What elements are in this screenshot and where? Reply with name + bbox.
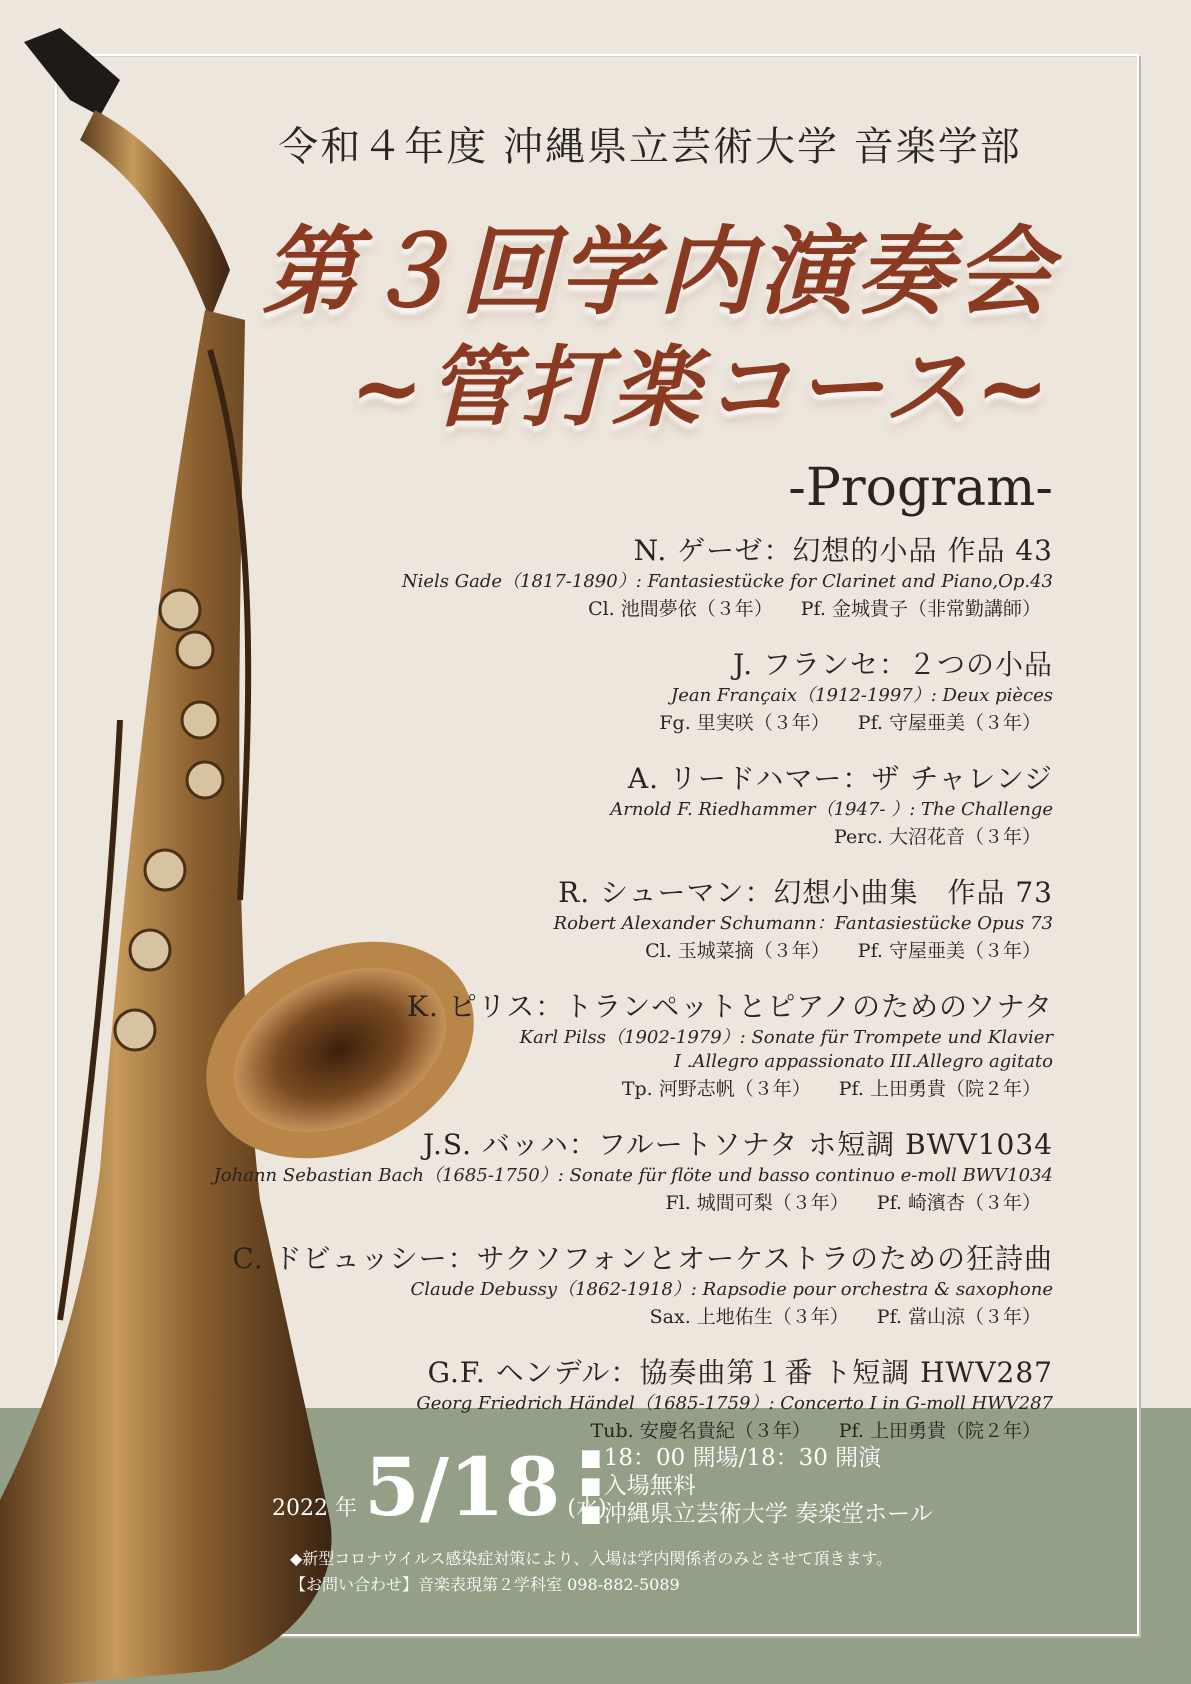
program-item <box>153 1354 1053 1446</box>
performers <box>153 1074 1053 1104</box>
performers <box>153 1188 1053 1218</box>
event-date <box>272 1440 607 1534</box>
performer: Sax. 上地佑生（３年） <box>649 1306 849 1328</box>
piece-title-jp: R. シューマン：幻想小曲集 作品 73 <box>558 876 1053 909</box>
piece-title-en: Jean Françaix（1912-1997）: Deux pièces <box>671 685 1053 706</box>
performer: Fl. 城間可梨（３年） <box>665 1192 849 1214</box>
notice <box>290 1546 892 1598</box>
event-venue: ■ 沖縄県立芸術大学 奏楽堂ホール <box>580 1500 933 1528</box>
piece-movements: I .Allegro appassionato III.Allegro agitato <box>673 1051 1053 1072</box>
piece-title-en: Johann Sebastian Bach（1685-1750）: Sonate für flöte und basso continuo e-moll BWV1034 <box>213 1165 1053 1186</box>
program-item <box>153 1240 1053 1332</box>
covid-notice: ◆新型コロナウイルス感染症対策により、入場は学内関係者のみとさせて頂きます。 <box>290 1549 893 1568</box>
performer: Cl. 玉城菜摘（３年） <box>645 940 830 962</box>
piece-title-jp: N. ゲーゼ：幻想的小品 作品 43 <box>633 534 1053 567</box>
performer: Pf. 崎濱杏（３年） <box>876 1192 1041 1214</box>
concert-title: 第３回学内演奏会 <box>262 215 1054 328</box>
piece-title-jp: K. ピリス：トランペットとピアノのためのソナタ <box>407 990 1053 1023</box>
event-admission: ■ 入場無料 <box>580 1472 933 1500</box>
performer: Pf. 守屋亜美（３年） <box>857 940 1041 962</box>
program-item <box>153 760 1053 852</box>
piece-title-en: Claude Debussy（1862-1918）: Rapsodie pour orchestra & saxophone <box>410 1279 1053 1300</box>
performers <box>153 936 1053 966</box>
piece-title-jp: G.F. ヘンデル：協奏曲第１番 ト短調 HWV287 <box>427 1356 1053 1389</box>
program-item <box>153 646 1053 738</box>
performers <box>153 708 1053 738</box>
performer: Pf. 金城貴子（非常勤講師） <box>800 598 1041 620</box>
piece-title-jp: A. リードハマー：ザ チャレンジ <box>627 762 1053 795</box>
program-item <box>153 874 1053 966</box>
performer: Tub. 安慶名貴紀（３年） <box>590 1420 811 1442</box>
performer: Tp. 河野志帆（３年） <box>621 1078 811 1100</box>
performers <box>153 1302 1053 1332</box>
course-subtitle: ~管打楽コース~ <box>350 335 1054 439</box>
performer: Pf. 上田勇貴（院２年） <box>838 1420 1041 1442</box>
performers <box>153 594 1053 624</box>
event-time: ■ 18：00 開場/18：30 開演 <box>580 1444 933 1472</box>
performer: Perc. 大沼花音（３年） <box>834 826 1041 848</box>
program-item <box>153 532 1053 624</box>
performer: Pf. 上田勇貴（院２年） <box>838 1078 1041 1100</box>
program-item <box>153 1126 1053 1218</box>
program-item <box>153 988 1053 1104</box>
event-weekday: (水) <box>567 1496 607 1521</box>
performer: Cl. 池間夢依（３年） <box>588 598 773 620</box>
piece-title-jp: C. ドビュッシー：サクソフォンとオーケストラのための狂詩曲 <box>232 1242 1053 1275</box>
faculty-header: 令和４年度 沖縄県立芸術大学 音楽学部 <box>278 124 1022 170</box>
piece-title-en: Georg Friedrich Händel（1685-1759）: Concerto I in G-moll HWV287 <box>416 1393 1053 1414</box>
piece-title-jp: J.S. バッハ：フルートソナタ ホ短調 BWV1034 <box>422 1128 1053 1161</box>
performers <box>153 822 1053 852</box>
contact-info: 【お問い合わせ】音楽表現第２学科室 098-882-5089 <box>290 1575 680 1594</box>
piece-title-en: Robert Alexander Schumann：Fantasiestücke Opus 73 <box>553 913 1053 934</box>
event-day: 5/18 <box>364 1440 561 1534</box>
event-year: 2022 年 <box>272 1496 357 1521</box>
performer: Pf. 守屋亜美（３年） <box>857 712 1041 734</box>
performer: Fg. 里実咲（３年） <box>659 712 830 734</box>
piece-title-en: Arnold F. Riedhammer（1947- ）: The Challenge <box>610 799 1053 820</box>
performer: Pf. 當山涼（３年） <box>876 1306 1041 1328</box>
event-info <box>580 1444 933 1528</box>
program-list <box>153 532 1053 1468</box>
piece-title-en: Karl Pilss（1902-1979）: Sonate für Trompete und Klavier <box>519 1027 1053 1048</box>
program-heading: -Program- <box>788 458 1053 518</box>
piece-title-jp: J. フランセ：２つの小品 <box>733 648 1053 681</box>
piece-title-en: Niels Gade（1817-1890）: Fantasiestücke for Clarinet and Piano,Op.43 <box>401 571 1053 592</box>
